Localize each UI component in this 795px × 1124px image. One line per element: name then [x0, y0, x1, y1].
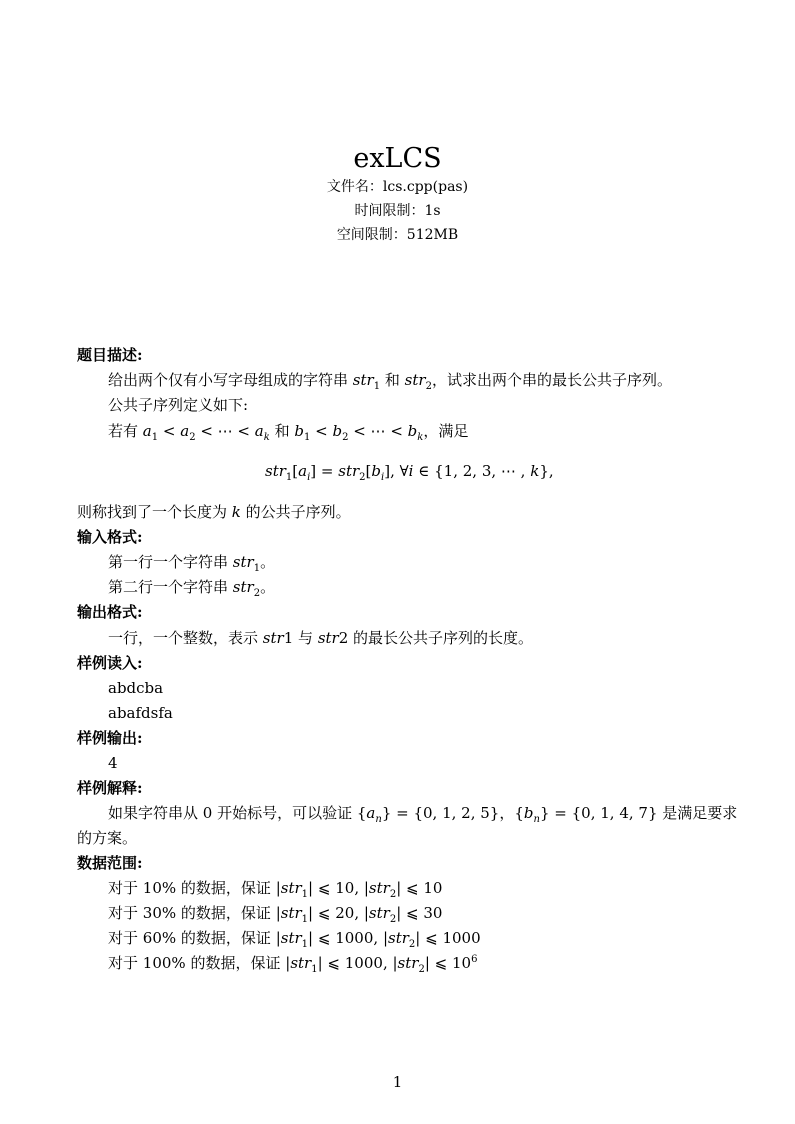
explanation-line-2: 的方案。 [77, 829, 138, 847]
sample-output-value: 4 [108, 754, 118, 772]
explanation-heading: 样例解释: [77, 779, 143, 797]
sample-input-line-2: abafdsfa [108, 704, 173, 722]
output-line: 一行，一个整数，表示 str1 与 str2 的最长公共子序列的长度。 [108, 629, 534, 647]
range-row: 对于 30% 的数据，保证 |str$_1$| ⩽ 20, |str$_2$| ⩽ 30 [108, 904, 443, 925]
problem-title: exLCS [353, 143, 442, 174]
sample-input-line-1: abdcba [108, 679, 164, 697]
sample-input-heading: 样例读入: [77, 654, 143, 672]
file-name: 文件名：lcs.cpp(pas) [326, 179, 469, 195]
input-line-2: 第二行一个字符串 str$_2$。 [108, 578, 276, 599]
range-heading: 数据范围: [77, 854, 143, 872]
memory-limit: 空间限制：512MB [336, 227, 459, 243]
sample-output-heading: 样例输出: [77, 729, 143, 747]
range-row: 对于 60% 的数据，保证 |str$_1$| ⩽ 1000, |str$_2$| ⩽ 1000 [108, 929, 481, 950]
description-p3: 若有 $a_1 < a_2$ < ⋯ < $a_k$ 和 $b_1 < b_2$ < ⋯ < $b_k$，满足 [108, 422, 469, 443]
lcs-condition-formula: $str_1[a_i] = str_2[b_i]$, ∀i ∈ {1, 2, 3, ⋯ , k}, [265, 462, 554, 483]
time-limit: 时间限制：1s [354, 203, 441, 219]
range-row: 对于 100% 的数据，保证 |str$_1$| ⩽ 1000, |str$_2$| ⩽ $10^6$ [108, 954, 478, 975]
description-heading: 题目描述: [77, 346, 143, 364]
page-number: 1 [392, 1073, 403, 1091]
output-heading: 输出格式: [77, 603, 143, 621]
input-line-1: 第一行一个字符串 str$_1$。 [108, 553, 276, 574]
description-p1: 给出两个仅有小写字母组成的字符串 str$_1$ 和 str$_2$，试求出两个串的最长公共子序列。 [108, 371, 672, 392]
range-row: 对于 10% 的数据，保证 |str$_1$| ⩽ 10, |str$_2$| ⩽ 10 [108, 879, 443, 900]
explanation-line-1: 如果字符串从 0 开始标号，可以验证 $\{a_n\} = \{0$, 1, 2, 5}，$\{b_n\} = \{0$, 1, 4, 7} 是满足要求 [108, 804, 738, 825]
description-p4: 则称找到了一个长度为 k 的公共子序列。 [77, 503, 351, 521]
input-heading: 输入格式: [77, 528, 143, 546]
description-p2: 公共子序列定义如下: [108, 396, 249, 414]
